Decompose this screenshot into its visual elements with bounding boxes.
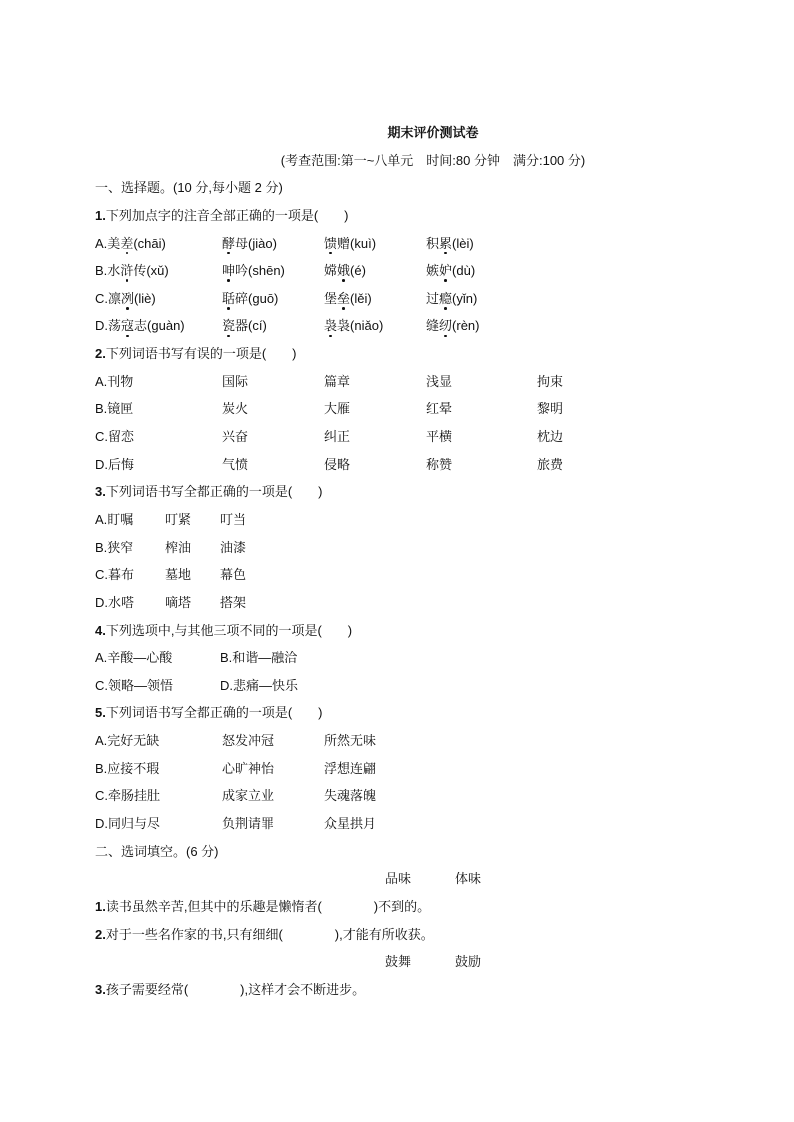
word-choice-pair (95, 865, 771, 893)
pinyin: (jiào) (248, 235, 277, 251)
pinyin: (xǔ) (146, 263, 169, 279)
option-word: 墓地 (165, 567, 192, 583)
fill-in-sentence: 孩子需要经常( ),这样才会不断进步。 (105, 981, 366, 997)
option-word: 怒发冲冠 (222, 733, 275, 749)
option-label: D. (95, 594, 108, 610)
option-word: 成家立业 (222, 788, 275, 804)
option-item (95, 230, 166, 258)
dotted-char: 妒 (439, 257, 452, 285)
dotted-char: 差 (120, 230, 133, 258)
option-item (95, 312, 185, 340)
option-word: 侵略 (324, 456, 351, 472)
dotted-char: 累 (439, 230, 452, 258)
option-label: D. (95, 318, 108, 334)
option-item (324, 285, 372, 313)
pinyin: (rèn) (452, 318, 480, 334)
option-item (95, 755, 159, 783)
word-part: 嫉 (426, 263, 440, 279)
option-label: D. (220, 677, 233, 693)
question-number: 3. (95, 981, 106, 997)
option-item (426, 230, 474, 258)
q1-option-row-d (95, 312, 771, 340)
option-word: 同归与尽 (108, 816, 161, 832)
option-label: C. (95, 290, 108, 306)
word-part: 吟 (235, 263, 249, 279)
option-label: A. (95, 733, 108, 749)
question-number: 4. (95, 622, 106, 638)
option-word: 榨油 (165, 539, 192, 555)
word-part: 积 (426, 235, 440, 251)
pinyin: (cí) (248, 318, 267, 334)
pinyin: (yǐn) (452, 290, 478, 306)
option-word: 枕边 (537, 429, 564, 445)
option-text: 领略—领悟 (108, 677, 174, 693)
question-text: 下列加点字的注音全部正确的一项是( ) (105, 207, 349, 223)
option-word: 浮想连翩 (324, 760, 377, 776)
option-item (95, 672, 173, 700)
option-word: 纠正 (324, 429, 351, 445)
word-part: 凛 (108, 290, 122, 306)
question-number: 3. (95, 484, 106, 500)
option-word: 叮紧 (165, 511, 192, 527)
dotted-char: 冽 (121, 285, 134, 313)
word-part: 母 (235, 235, 249, 251)
question-4-stem (95, 617, 771, 645)
option-item (95, 534, 133, 562)
question-text: 下列词语书写全都正确的一项是( ) (105, 705, 323, 721)
q3-option-row-c (95, 561, 771, 589)
choice-word: 体味 (455, 871, 482, 887)
word-part: 器 (235, 318, 249, 334)
dotted-char: 馈 (324, 230, 337, 258)
option-item (95, 368, 133, 396)
option-item (95, 810, 160, 838)
word-part: 嫦 (324, 263, 338, 279)
fill-in-sentence: 读书虽然辛苦,但其中的乐趣是懒惰者( )不到的。 (105, 898, 431, 914)
option-item (95, 727, 159, 755)
option-item (426, 257, 475, 285)
question-3-stem (95, 478, 771, 506)
option-word: 刊物 (107, 373, 134, 389)
dotted-char: 寇 (121, 312, 134, 340)
dotted-char: 垒 (337, 285, 350, 313)
option-word: 暮布 (108, 567, 135, 583)
option-word: 狭窄 (107, 539, 134, 555)
choice-word: 品味 (385, 871, 412, 887)
option-item (324, 257, 366, 285)
word-part: 碎 (235, 290, 249, 306)
q3-option-row-b (95, 534, 771, 562)
dotted-char: 呻 (222, 257, 235, 285)
option-word: 国际 (222, 373, 249, 389)
fill-in-item-3 (95, 976, 771, 1004)
option-word: 浅显 (426, 373, 453, 389)
option-word: 炭火 (222, 401, 249, 417)
option-word: 平横 (426, 429, 453, 445)
option-word: 搭架 (220, 594, 247, 610)
q4-option-row-2 (95, 672, 771, 700)
word-part: 袅 (337, 318, 351, 334)
word-part: 缝 (426, 318, 440, 334)
fill-in-item-1 (95, 893, 771, 921)
option-word: 篇章 (324, 373, 351, 389)
q2-option-row-a (95, 368, 771, 396)
option-label: C. (95, 567, 108, 583)
word-part: 赠 (337, 235, 351, 251)
question-number: 2. (95, 926, 106, 942)
option-word: 红晕 (426, 401, 453, 417)
option-label: D. (95, 816, 108, 832)
q5-option-row-d (95, 810, 771, 838)
option-item (222, 285, 278, 313)
q1-option-row-c (95, 285, 771, 313)
q3-option-row-d (95, 589, 771, 617)
pinyin: (kuì) (350, 235, 377, 251)
option-word: 镜匣 (107, 401, 134, 417)
dotted-char: 瘾 (439, 285, 452, 313)
q1-option-row-a (95, 230, 771, 258)
q5-option-row-c (95, 782, 771, 810)
option-item (95, 782, 160, 810)
question-number: 5. (95, 705, 106, 721)
option-word: 水嗒 (108, 594, 135, 610)
dotted-char: 瓷 (222, 312, 235, 340)
word-part: 荡 (108, 318, 122, 334)
pinyin: (shēn) (248, 263, 285, 279)
dotted-char: 聒 (222, 285, 235, 313)
pinyin: (lèi) (452, 235, 474, 251)
option-word: 完好无缺 (107, 733, 160, 749)
option-word: 叮当 (220, 511, 247, 527)
option-label: A. (95, 511, 108, 527)
option-item (220, 644, 297, 672)
page-title: 期末评价测试卷 (387, 125, 479, 140)
option-label: C. (95, 429, 108, 445)
q2-option-row-c (95, 423, 771, 451)
option-word: 拘束 (537, 373, 564, 389)
option-label: B. (95, 760, 108, 776)
option-label: C. (95, 677, 108, 693)
option-label: A. (95, 373, 108, 389)
option-word: 失魂落魄 (324, 788, 377, 804)
option-item (95, 285, 156, 313)
option-word: 众星拱月 (324, 816, 377, 832)
option-item (95, 257, 169, 285)
pinyin: (niǎo) (350, 318, 384, 334)
pinyin: (guō) (248, 290, 279, 306)
section-heading-choice: 一、选择题。(10 分,每小题 2 分) (95, 180, 283, 196)
option-word: 油漆 (220, 539, 247, 555)
option-item (426, 285, 477, 313)
dotted-char: 娥 (337, 257, 350, 285)
word-part: 水 (107, 263, 121, 279)
option-word: 后悔 (108, 456, 135, 472)
dotted-char: 浒 (120, 257, 133, 285)
option-item (426, 312, 479, 340)
question-text: 下列词语书写全都正确的一项是( ) (105, 484, 323, 500)
word-choice-pair (95, 948, 771, 976)
pinyin: (dù) (452, 263, 476, 279)
option-item (95, 644, 172, 672)
option-label: D. (95, 456, 108, 472)
dotted-char: 酵 (222, 230, 235, 258)
option-item (95, 423, 134, 451)
option-item (324, 312, 383, 340)
option-word: 负荆请罪 (222, 816, 275, 832)
option-word: 心旷神怡 (222, 760, 275, 776)
fill-in-item-2 (95, 921, 771, 949)
q2-option-row-d (95, 451, 771, 479)
option-item (95, 506, 133, 534)
option-word: 兴奋 (222, 429, 249, 445)
option-word: 盯嘱 (107, 511, 134, 527)
option-word: 应接不瑕 (107, 760, 160, 776)
option-word: 所然无味 (324, 733, 377, 749)
option-text: 辛酸—心酸 (107, 650, 173, 666)
question-1-stem (95, 202, 771, 230)
pinyin: (liè) (134, 290, 156, 306)
pinyin: (é) (350, 263, 366, 279)
question-5-stem (95, 699, 771, 727)
word-part: 传 (133, 263, 147, 279)
option-word: 嘀塔 (165, 594, 192, 610)
option-item (95, 561, 134, 589)
pinyin: (lěi) (350, 290, 372, 306)
option-word: 大雁 (324, 401, 351, 417)
dotted-char: 纫 (439, 312, 452, 340)
word-part: 堡 (324, 290, 338, 306)
option-item (95, 589, 134, 617)
option-label: B. (95, 539, 108, 555)
option-word: 称赞 (426, 456, 453, 472)
option-item (95, 395, 133, 423)
word-part: 美 (107, 235, 121, 251)
question-2-stem (95, 340, 771, 368)
question-text: 下列词语书写有误的一项是( ) (105, 346, 297, 362)
choice-word: 鼓舞 (385, 954, 412, 970)
question-number: 1. (95, 207, 106, 223)
word-part: 志 (134, 318, 148, 334)
q2-option-row-b (95, 395, 771, 423)
option-label: A. (95, 650, 108, 666)
option-label: B. (95, 401, 108, 417)
question-number: 2. (95, 346, 106, 362)
option-label: B. (95, 263, 108, 279)
option-text: 悲痛—快乐 (233, 677, 299, 693)
option-item (222, 230, 277, 258)
q3-option-row-a (95, 506, 771, 534)
exam-content (95, 119, 771, 1004)
q5-option-row-b (95, 755, 771, 783)
option-label: A. (95, 235, 108, 251)
fill-in-sentence: 对于一些名作家的书,只有细细( ),才能有所收获。 (105, 926, 434, 942)
q1-option-row-b (95, 257, 771, 285)
option-word: 旅费 (537, 456, 564, 472)
q5-option-row-a (95, 727, 771, 755)
dotted-char: 袅 (324, 312, 337, 340)
option-item (222, 312, 267, 340)
option-word: 留恋 (108, 429, 135, 445)
option-label: B. (220, 650, 233, 666)
question-number: 1. (95, 898, 106, 914)
option-text: 和谐—融洽 (232, 650, 298, 666)
option-item (220, 672, 298, 700)
option-word: 黎明 (537, 401, 564, 417)
option-item (222, 257, 285, 285)
choice-word: 鼓励 (455, 954, 482, 970)
option-word: 气愤 (222, 456, 249, 472)
section-heading-fill-in: 二、选词填空。(6 分) (95, 843, 219, 859)
option-label: C. (95, 788, 108, 804)
exam-scope-subtitle: (考查范围:第一~八单元 时间:80 分钟 满分:100 分) (280, 152, 586, 168)
question-text: 下列选项中,与其他三项不同的一项是( ) (105, 622, 353, 638)
q4-option-row-1 (95, 644, 771, 672)
word-part: 过 (426, 290, 440, 306)
pinyin: (guàn) (147, 318, 185, 334)
option-item (95, 451, 134, 479)
option-word: 幕色 (220, 567, 247, 583)
option-item (324, 230, 376, 258)
option-word: 牵肠挂肚 (108, 788, 161, 804)
pinyin: (chāi) (133, 235, 166, 251)
